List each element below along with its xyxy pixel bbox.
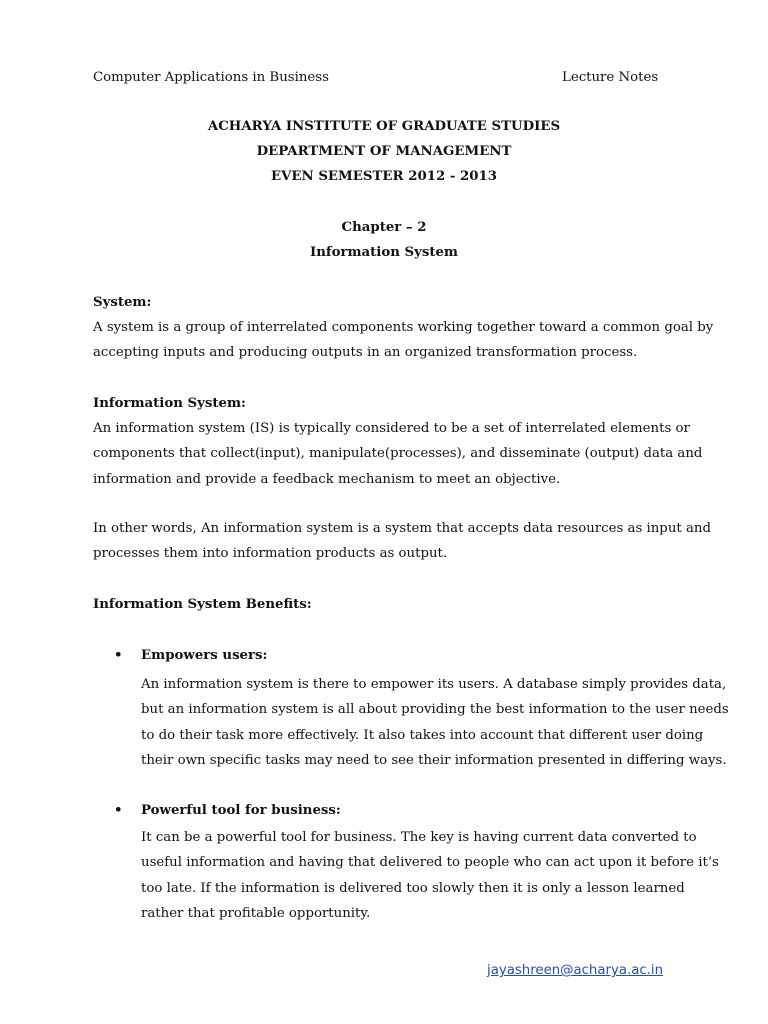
bullet-point-icon: • <box>114 803 123 818</box>
benefit-paragraph <box>141 825 719 926</box>
benefit-paragraph <box>141 672 729 773</box>
paragraph-line: An information system is there to empower its users. A database simply provides data, <box>141 677 727 692</box>
benefit-title: Powerful tool for business: <box>141 803 341 818</box>
paragraph-line: but an information system is all about providing the best information to the user needs <box>141 702 729 718</box>
paragraph-line: An information system (IS) is typically considered to be a set of interrelated elements or <box>93 421 690 436</box>
paragraph-line: useful information and having that delivered to people who can act upon it before it’s <box>141 855 719 871</box>
paragraph-line: components that collect(input), manipulate(processes), and disseminate (output) data and <box>93 446 703 462</box>
department-name: DEPARTMENT OF MANAGEMENT <box>256 144 512 159</box>
semester-label: EVEN SEMESTER 2012 - 2013 <box>270 169 498 184</box>
paragraph-line: to do their task more effectively. It also takes into account that different user doing <box>141 727 704 743</box>
paragraph-line: information and provide a feedback mechanism to meet an objective. <box>93 471 561 487</box>
paragraph-line: rather that profitable opportunity. <box>141 905 371 921</box>
paragraph-line: It can be a powerful tool for business. The key is having current data converted to <box>141 830 697 845</box>
author-email-link[interactable]: jayashreen@acharya.ac.in <box>487 963 664 978</box>
benefits-heading: Information System Benefits: <box>93 597 312 612</box>
header-course-title: Computer Applications in Business <box>93 70 329 85</box>
paragraph-line: their own specific tasks may need to see their information presented in differing ways. <box>141 752 727 768</box>
system-paragraph <box>93 315 714 366</box>
paragraph-line: too late. If the information is delivered too slowly then it is only a lesson learned <box>141 880 685 896</box>
benefit-title: Empowers users: <box>141 648 268 663</box>
paragraph-line: In other words, An information system is a system that accepts data resources as input and <box>93 521 711 536</box>
information-system-paragraph <box>93 416 703 492</box>
other-words-paragraph <box>93 516 711 567</box>
chapter-title: Information System <box>309 245 458 260</box>
information-system-heading: Information System: <box>93 396 246 411</box>
institution-name: ACHARYA INSTITUTE OF GRADUATE STUDIES <box>207 119 561 134</box>
system-heading: System: <box>93 295 152 310</box>
bullet-point-icon: • <box>114 648 123 663</box>
header-doc-type: Lecture Notes <box>562 70 659 85</box>
chapter-number: Chapter – 2 <box>341 220 427 235</box>
paragraph-line: accepting inputs and producing outputs in an organized transformation process. <box>93 345 638 361</box>
paragraph-line: A system is a group of interrelated components working together toward a common goal by <box>93 320 714 335</box>
paragraph-line: processes them into information products as output. <box>93 546 448 562</box>
